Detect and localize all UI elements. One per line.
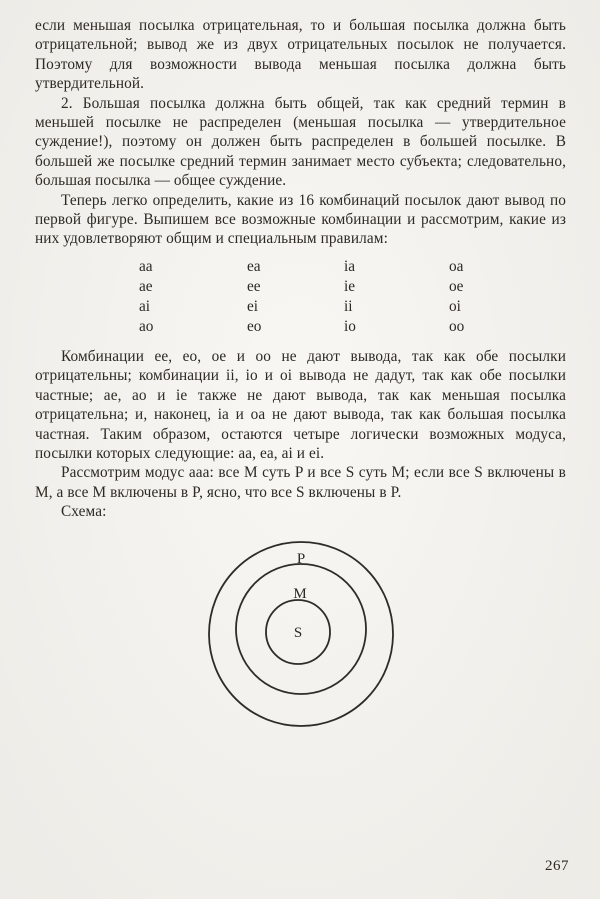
table-cell: aa — [139, 257, 153, 275]
euler-diagram — [35, 534, 566, 734]
euler-diagram-svg — [101, 534, 501, 734]
table-cell: ii — [344, 297, 353, 315]
outer-circle-label: P — [296, 550, 305, 567]
table-cell: oi — [449, 297, 461, 315]
page-number: 267 — [545, 858, 569, 874]
inner-circle-label: S — [293, 624, 302, 641]
paragraph-2: 2. Большая посылка должна быть общей, так как средний термин в меньшей посылке не распределен (меньшая посылка — утвердительное суждение!), поэтому он должен быть распределен в большей посылке. В большей же посылке средний термин занимает место субъекта; следовательно, большая посылка — общее суждение. — [35, 94, 566, 190]
paragraph-5: Рассмотрим модус aaa: все M суть P и все S суть M; если все S включены в M, а все M включены в P, ясно, что все S включены в P. — [35, 464, 566, 501]
middle-circle-label: M — [292, 585, 307, 602]
table-cell: ee — [247, 277, 261, 295]
paragraph-1: если меньшая посылка отрицательная, то и большая посылка должна быть отрицательной; вывод же из двух отрицательных посылок не получается. Поэтому для возможности вывода меньшая посылка должна быть утвердительной. — [35, 17, 566, 93]
table-cell: eo — [247, 317, 262, 335]
table-row — [139, 317, 566, 337]
table-cell: ae — [139, 277, 153, 295]
table-cell: oo — [449, 317, 465, 335]
table-cell: ea — [247, 257, 261, 275]
combinations-table — [139, 257, 566, 337]
schema-label: Схема: — [61, 503, 107, 521]
table-row — [139, 277, 566, 297]
paragraph-4: Комбинации ee, eo, oe и oo не дают вывода, так как обе посылки отрицательны; комбинации ii, io и oi вывода не дадут, так как обе посылки частные; ae, ao и ie также не дают вывода, так как меньшая посылка отрицательна; и, наконец, ia и oa не дают вывода, так как большая посылка частная. Таким образом, остаются четыре логически возможных модуса, посылки которых следующие: aa, ea, ai и ei. — [35, 347, 566, 462]
table-row — [139, 257, 566, 277]
table-cell: ei — [247, 297, 259, 315]
paragraph-3: Теперь легко определить, какие из 16 комбинаций посылок дают вывод по первой фигуре. Выпишем все возможные комбинации и рассмотрим, какие из них удовлетворяют общим и специальным правилам: — [35, 191, 566, 248]
table-cell: ie — [344, 277, 356, 295]
table-cell: ia — [344, 257, 356, 275]
table-cell: io — [344, 317, 356, 335]
table-cell: ao — [139, 317, 154, 335]
table-cell: oa — [449, 257, 464, 275]
table-cell: ai — [139, 297, 151, 315]
table-row — [139, 297, 566, 317]
table-cell: oe — [449, 277, 464, 295]
